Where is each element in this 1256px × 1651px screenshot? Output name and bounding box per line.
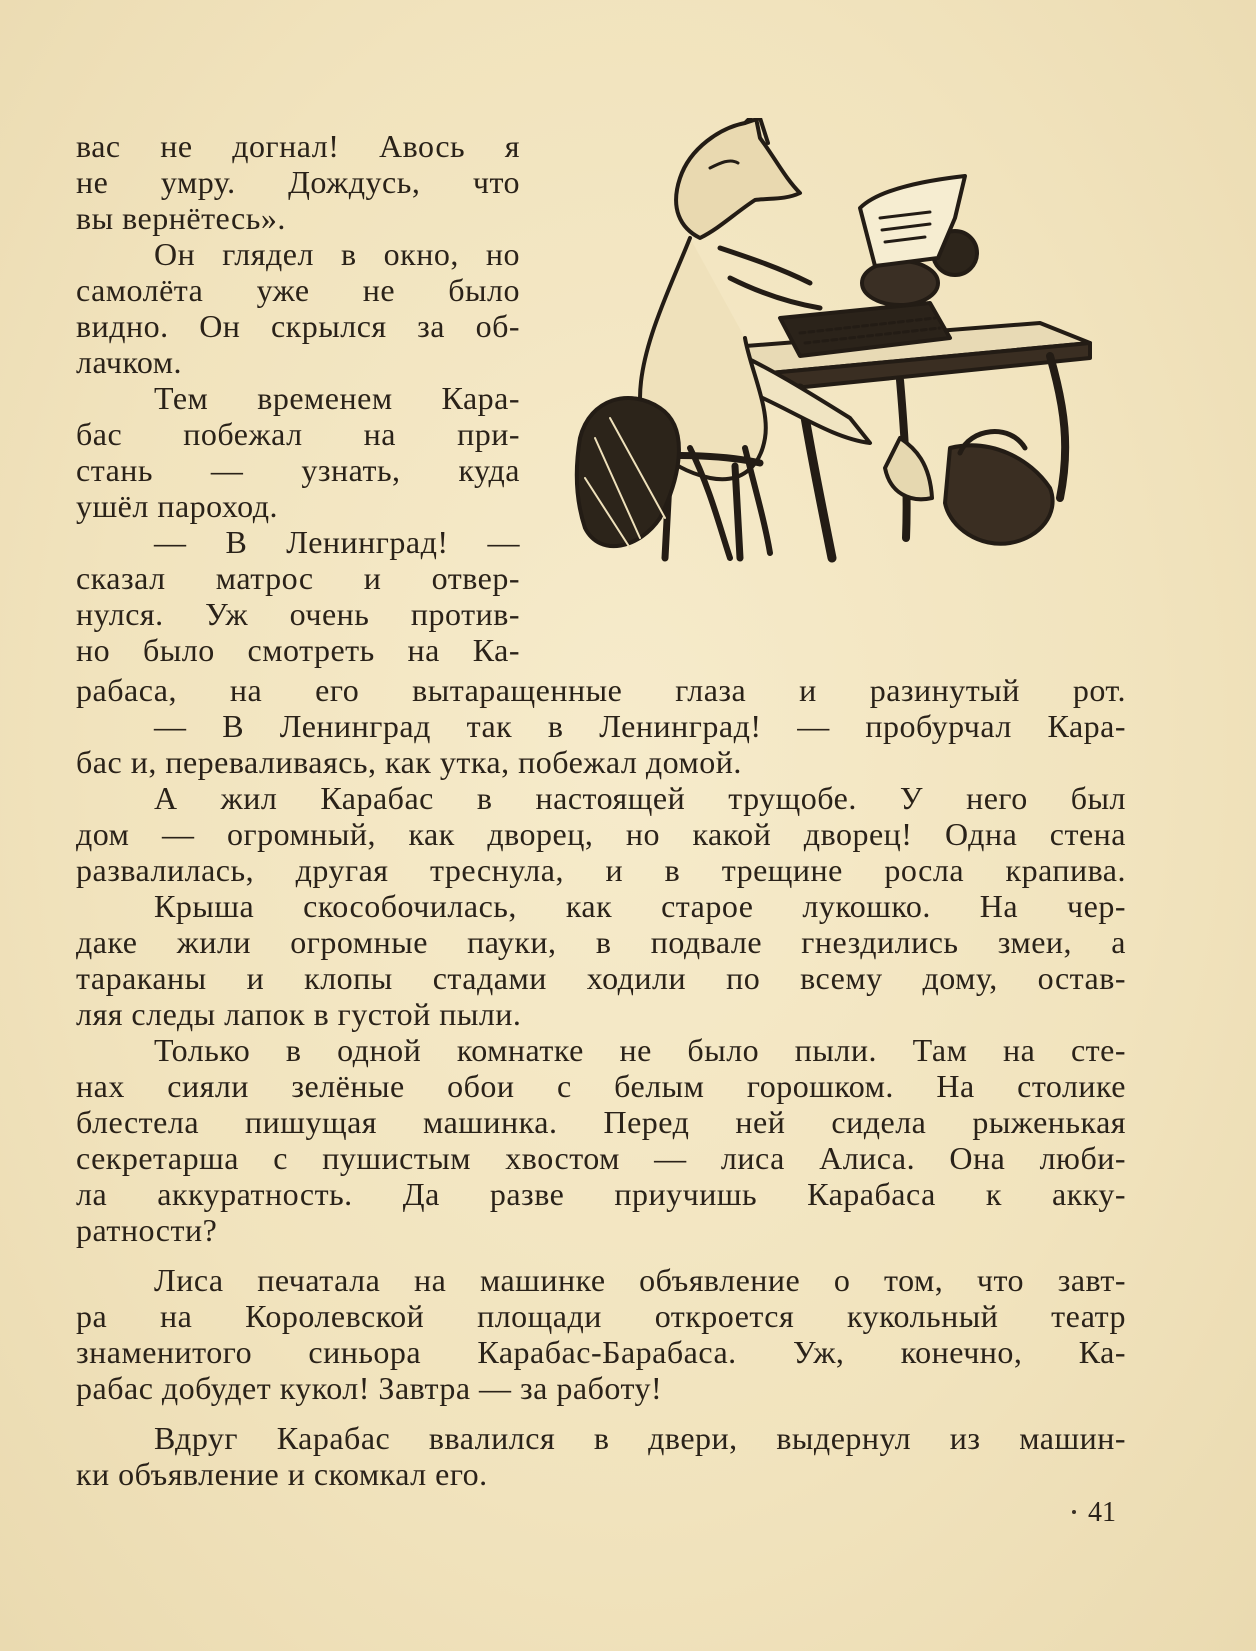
text-line: ла аккуратность. Да разве приучишь Карабаса к акку- xyxy=(76,1176,1126,1212)
text-line: вас не догнал! Авось я xyxy=(76,128,520,164)
text-line: стань — узнать, куда xyxy=(76,452,520,488)
text-line: не умру. Дождусь, что xyxy=(76,164,520,200)
text-line: рабаса, на его вытаращенные глаза и разинутый рот. xyxy=(76,672,1126,708)
text-line: ки объявление и скомкал его. xyxy=(76,1456,488,1492)
text-line: лачком. xyxy=(76,344,183,380)
text-line: сказал матрос и отвер- xyxy=(76,560,520,596)
text-line: ра на Королевской площади откроется кукольный театр xyxy=(76,1298,1126,1334)
text-line: бас побежал на при- xyxy=(76,416,520,452)
text-line: самолёта уже не было xyxy=(76,272,520,308)
text-line: — В Ленинград! — xyxy=(154,524,520,560)
page-number-dot xyxy=(1072,1510,1076,1514)
text-line: А жил Карабас в настоящей трущобе. У него был xyxy=(154,780,1126,816)
text-line: даке жили огромные пауки, в подвале гнездились змеи, а xyxy=(76,924,1126,960)
text-line: Крыша скособочилась, как старое лукошко. На чер- xyxy=(154,888,1126,924)
text-line: Только в одной комнатке не было пыли. Там на сте- xyxy=(154,1032,1126,1068)
text-line: дом — огромный, как дворец, но какой дворец! Одна стена xyxy=(76,816,1126,852)
text-line: ушёл пароход. xyxy=(76,488,278,524)
page-number: 41 xyxy=(1088,1497,1116,1528)
text-line: вы вернётесь». xyxy=(76,200,286,236)
text-line: Он глядел в окно, но xyxy=(154,236,520,272)
text-line: ляя следы лапок в густой пыли. xyxy=(76,996,522,1032)
text-line: видно. Он скрылся за об- xyxy=(76,308,520,344)
text-line: но было смотреть на Ка- xyxy=(76,632,520,668)
text-line: нулся. Уж очень против- xyxy=(76,596,520,632)
text-line: секретарша с пушистым хвостом — лиса Алиса. Она люби- xyxy=(76,1140,1126,1176)
text-line: бас и, переваливаясь, как утка, побежал домой. xyxy=(76,744,742,780)
text-line: рабас добудет кукол! Завтра — за работу! xyxy=(76,1370,663,1406)
text-line: нах сияли зелёные обои с белым горошком. На столике xyxy=(76,1068,1126,1104)
text-line: Тем временем Кара- xyxy=(154,380,520,416)
text-line: развалилась, другая треснула, и в трещине росла крапива. xyxy=(76,852,1126,888)
text-line: блестела пишущая машинка. Перед ней сидела рыженькая xyxy=(76,1104,1126,1140)
text-line: Вдруг Карабас ввалился в двери, выдернул из машин- xyxy=(154,1420,1126,1456)
text-line: — В Ленинград так в Ленинград! — пробурчал Кара- xyxy=(154,708,1126,744)
text-line: тараканы и клопы стадами ходили по всему дому, остав- xyxy=(76,960,1126,996)
text-line: ратности? xyxy=(76,1212,218,1248)
text-line: Лиса печатала на машинке объявление о том, что завт- xyxy=(154,1262,1126,1298)
text-line: знаменитого синьора Карабас-Барабаса. Уж, конечно, Ка- xyxy=(76,1334,1126,1370)
fox-at-typewriter-illustration xyxy=(570,118,1130,598)
